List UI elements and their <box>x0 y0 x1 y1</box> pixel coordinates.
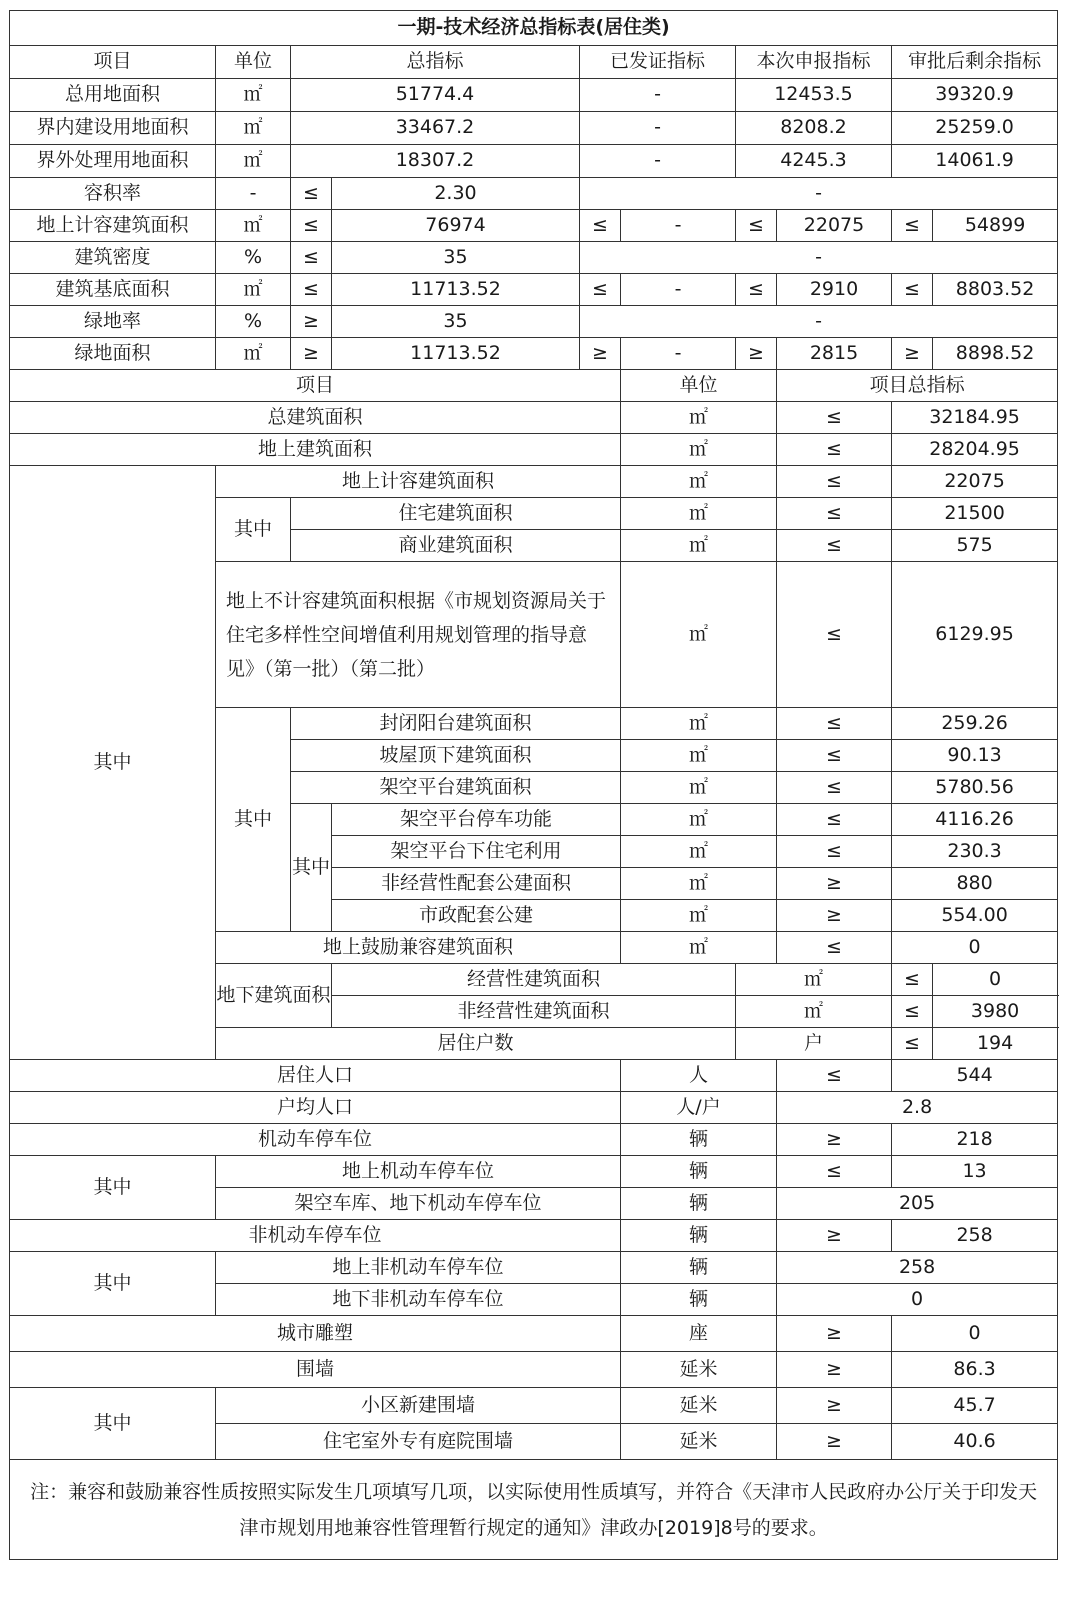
row-unit: ㎡ <box>621 466 777 498</box>
row-value: 28204.95 <box>892 434 1058 466</box>
row-label: 住宅建筑面积 <box>291 498 621 530</box>
header2-item: 项目 <box>10 370 621 402</box>
row-label: 界内建设用地面积 <box>10 112 216 145</box>
row-unit: ㎡ <box>621 740 777 772</box>
row-rest: - <box>580 306 1058 338</box>
row-operator: ≤ <box>777 740 892 772</box>
row-value: 32184.95 <box>892 402 1058 434</box>
table-row <box>10 112 1058 145</box>
row-total: 51774.4 <box>291 79 580 112</box>
table-row <box>10 274 1058 306</box>
row-value: 6129.95 <box>892 562 1058 708</box>
row-label: 建筑密度 <box>10 242 216 274</box>
row-remaining: 14061.9 <box>892 145 1058 178</box>
row-label: 地上非机动车停车位 <box>216 1252 621 1284</box>
row-operator: ≤ <box>291 178 332 210</box>
row-unit: ㎡ <box>621 836 777 868</box>
row-unit: ㎡ <box>621 530 777 562</box>
row-label: 户均人口 <box>10 1092 621 1124</box>
row-operator: ≥ <box>777 1388 892 1424</box>
row-operator: ≤ <box>777 932 892 964</box>
row-label: 居住人口 <box>10 1060 621 1092</box>
row-remaining: 25259.0 <box>892 112 1058 145</box>
row-label: 封闭阳台建筑面积 <box>291 708 621 740</box>
row-label: 围墙 <box>10 1352 621 1388</box>
header2-unit: 单位 <box>621 370 777 402</box>
row-operator: ≤ <box>777 434 892 466</box>
row-label: 地上机动车停车位 <box>216 1156 621 1188</box>
row-unit: 座 <box>621 1316 777 1352</box>
row-label: 地上计容建筑面积 <box>10 210 216 242</box>
row-unit: ㎡ <box>216 338 291 370</box>
row-unit: ㎡ <box>216 145 291 178</box>
row-value: 0 <box>777 1284 1058 1316</box>
row-unit: % <box>216 306 291 338</box>
row-value: 575 <box>892 530 1058 562</box>
row-label: 机动车停车位 <box>10 1124 621 1156</box>
row-operator: ≤ <box>777 466 892 498</box>
row-label: 地上鼓励兼容建筑面积 <box>216 932 621 964</box>
table-row <box>10 1220 1058 1252</box>
row-label: 地上建筑面积 <box>10 434 621 466</box>
row-label: 绿地率 <box>10 306 216 338</box>
table-row <box>10 1156 1058 1188</box>
table-row <box>10 402 1058 434</box>
row-unit: 辆 <box>621 1188 777 1220</box>
row-value: 5780.56 <box>892 772 1058 804</box>
row-total: 11713.52 <box>332 274 580 306</box>
row-operator: ≥ <box>291 306 332 338</box>
table-row <box>10 338 1058 370</box>
row-value: 22075 <box>892 466 1058 498</box>
row-value: 544 <box>892 1060 1058 1092</box>
row-label: 架空平台下住宅利用 <box>332 836 621 868</box>
group-label-qizhong: 其中 <box>10 1388 216 1460</box>
row-value: 0 <box>933 964 1058 996</box>
row-rest: - <box>580 178 1058 210</box>
row-label: 地上计容建筑面积 <box>216 466 621 498</box>
table-row <box>10 1124 1058 1156</box>
row-value: 554.00 <box>892 900 1058 932</box>
row-operator: ≥ <box>736 338 777 370</box>
row-unit: ㎡ <box>621 900 777 932</box>
indicator-table <box>9 10 1058 1560</box>
row-value: 205 <box>777 1188 1058 1220</box>
row-remaining: 8898.52 <box>933 338 1058 370</box>
row-value: 2.8 <box>777 1092 1058 1124</box>
row-unit: ㎡ <box>216 210 291 242</box>
row-operator: ≥ <box>777 900 892 932</box>
row-operator: ≤ <box>777 562 892 708</box>
group-label-qizhong: 其中 <box>216 498 291 562</box>
row-unit: ㎡ <box>621 804 777 836</box>
row-issued: - <box>580 112 736 145</box>
row-unit: 户 <box>736 1028 892 1060</box>
row-label: 住宅室外专有庭院围墙 <box>216 1424 621 1460</box>
header-total: 总指标 <box>291 46 580 79</box>
row-value: 4116.26 <box>892 804 1058 836</box>
row-total: 33467.2 <box>291 112 580 145</box>
row-operator: ≤ <box>580 210 621 242</box>
row-operator: ≤ <box>892 210 933 242</box>
table-row <box>10 1388 1058 1424</box>
row-remaining: 39320.9 <box>892 79 1058 112</box>
row-label: 地下建筑面积 <box>216 964 332 1028</box>
row-operator: ≤ <box>777 804 892 836</box>
row-operator: ≥ <box>777 1352 892 1388</box>
row-label: 地上不计容建筑面积根据《市规划资源局关于住宅多样性空间增值利用规划管理的指导意见》（第一批）（第二批） <box>216 562 621 708</box>
footnote: 注：兼容和鼓励兼容性质按照实际发生几项填写几项，以实际使用性质填写，并符合《天津市人民政府办公厅关于印发天津市规划用地兼容性管理暂行规定的通知》津政办[2019]8号的要求。 <box>10 1460 1058 1560</box>
row-operator: ≥ <box>892 338 933 370</box>
table-row <box>10 306 1058 338</box>
row-unit: ㎡ <box>621 434 777 466</box>
table-row <box>10 145 1058 178</box>
row-unit: - <box>216 178 291 210</box>
row-current: 2910 <box>777 274 892 306</box>
row-operator: ≥ <box>777 1316 892 1352</box>
header-unit: 单位 <box>216 46 291 79</box>
group-label-qizhong: 其中 <box>291 804 332 932</box>
row-total: 2.30 <box>332 178 580 210</box>
row-operator: ≥ <box>777 1220 892 1252</box>
row-current: 22075 <box>777 210 892 242</box>
row-operator: ≤ <box>291 210 332 242</box>
row-value: 880 <box>892 868 1058 900</box>
row-issued: - <box>621 274 736 306</box>
row-label: 市政配套公建 <box>332 900 621 932</box>
row-value: 218 <box>892 1124 1058 1156</box>
row-label: 居住户数 <box>216 1028 736 1060</box>
header-row-1 <box>10 46 1058 79</box>
row-label: 经营性建筑面积 <box>332 964 736 996</box>
table-row <box>10 210 1058 242</box>
row-operator: ≥ <box>777 868 892 900</box>
row-label: 架空车库、地下机动车停车位 <box>216 1188 621 1220</box>
row-unit: ㎡ <box>621 932 777 964</box>
row-label: 非经营性配套公建面积 <box>332 868 621 900</box>
row-operator: ≥ <box>777 1424 892 1460</box>
row-total: 18307.2 <box>291 145 580 178</box>
row-issued: - <box>580 79 736 112</box>
row-total: 35 <box>332 242 580 274</box>
row-operator: ≤ <box>892 274 933 306</box>
row-unit: 延米 <box>621 1352 777 1388</box>
row-value: 258 <box>777 1252 1058 1284</box>
table-row <box>10 178 1058 210</box>
row-label: 非经营性建筑面积 <box>332 996 736 1028</box>
row-label: 商业建筑面积 <box>291 530 621 562</box>
row-operator: ≤ <box>777 498 892 530</box>
table-row <box>10 1316 1058 1352</box>
row-value: 13 <box>892 1156 1058 1188</box>
row-label: 界外处理用地面积 <box>10 145 216 178</box>
row-total: 11713.52 <box>332 338 580 370</box>
row-issued: - <box>621 210 736 242</box>
row-issued: - <box>580 145 736 178</box>
table-title: 一期-技术经济总指标表(居住类) <box>10 11 1058 46</box>
row-unit: ㎡ <box>216 112 291 145</box>
header-current: 本次申报指标 <box>736 46 892 79</box>
row-current: 8208.2 <box>736 112 892 145</box>
row-operator: ≥ <box>580 338 621 370</box>
row-unit: ㎡ <box>621 562 777 708</box>
row-operator: ≤ <box>777 530 892 562</box>
row-operator: ≤ <box>291 274 332 306</box>
row-label: 架空平台停车功能 <box>332 804 621 836</box>
row-issued: - <box>621 338 736 370</box>
row-operator: ≤ <box>777 836 892 868</box>
row-label: 城市雕塑 <box>10 1316 621 1352</box>
row-operator: ≤ <box>736 274 777 306</box>
row-unit: ㎡ <box>736 996 892 1028</box>
row-label: 架空平台建筑面积 <box>291 772 621 804</box>
header-row-2 <box>10 370 1058 402</box>
row-operator: ≤ <box>777 1060 892 1092</box>
table-title-row <box>10 11 1058 46</box>
row-value: 40.6 <box>892 1424 1058 1460</box>
table-row <box>10 466 1058 498</box>
row-value: 194 <box>933 1028 1058 1060</box>
row-unit: 辆 <box>621 1220 777 1252</box>
row-label: 建筑基底面积 <box>10 274 216 306</box>
table-row <box>10 79 1058 112</box>
row-unit: 延米 <box>621 1424 777 1460</box>
row-unit: 辆 <box>621 1156 777 1188</box>
row-label: 总用地面积 <box>10 79 216 112</box>
row-unit: ㎡ <box>621 708 777 740</box>
row-label: 容积率 <box>10 178 216 210</box>
row-unit: ㎡ <box>621 402 777 434</box>
group-label-qizhong: 其中 <box>10 466 216 1060</box>
row-unit: 人 <box>621 1060 777 1092</box>
table-row <box>10 1060 1058 1092</box>
row-unit: 辆 <box>621 1284 777 1316</box>
row-operator: ≤ <box>892 996 933 1028</box>
row-value: 21500 <box>892 498 1058 530</box>
row-unit: ㎡ <box>216 274 291 306</box>
row-operator: ≤ <box>892 1028 933 1060</box>
table-row <box>10 1252 1058 1284</box>
row-remaining: 54899 <box>933 210 1058 242</box>
row-value: 258 <box>892 1220 1058 1252</box>
row-total: 76974 <box>332 210 580 242</box>
row-operator: ≤ <box>777 708 892 740</box>
row-unit: 人/户 <box>621 1092 777 1124</box>
row-current: 12453.5 <box>736 79 892 112</box>
row-unit: ㎡ <box>216 79 291 112</box>
row-label: 小区新建围墙 <box>216 1388 621 1424</box>
note-row <box>10 1460 1058 1560</box>
row-label: 坡屋顶下建筑面积 <box>291 740 621 772</box>
row-operator: ≥ <box>777 1124 892 1156</box>
row-unit: ㎡ <box>736 964 892 996</box>
row-operator: ≤ <box>580 274 621 306</box>
row-value: 3980 <box>933 996 1058 1028</box>
header-item: 项目 <box>10 46 216 79</box>
row-unit: % <box>216 242 291 274</box>
row-value: 230.3 <box>892 836 1058 868</box>
row-operator: ≤ <box>892 964 933 996</box>
row-value: 90.13 <box>892 740 1058 772</box>
row-rest: - <box>580 242 1058 274</box>
row-operator: ≤ <box>736 210 777 242</box>
row-operator: ≤ <box>777 402 892 434</box>
table-row <box>10 1352 1058 1388</box>
row-unit: 辆 <box>621 1124 777 1156</box>
row-label: 地下非机动车停车位 <box>216 1284 621 1316</box>
row-operator: ≤ <box>777 1156 892 1188</box>
row-unit: 延米 <box>621 1388 777 1424</box>
row-operator: ≥ <box>291 338 332 370</box>
row-value: 45.7 <box>892 1388 1058 1424</box>
header2-total: 项目总指标 <box>777 370 1058 402</box>
indicator-table-container <box>9 10 1057 1592</box>
row-value: 86.3 <box>892 1352 1058 1388</box>
table-row <box>10 434 1058 466</box>
row-current: 2815 <box>777 338 892 370</box>
group-label-qizhong: 其中 <box>216 708 291 932</box>
row-unit: ㎡ <box>621 772 777 804</box>
row-unit: ㎡ <box>621 868 777 900</box>
row-value: 0 <box>892 932 1058 964</box>
row-unit: 辆 <box>621 1252 777 1284</box>
row-total: 35 <box>332 306 580 338</box>
header-remaining: 审批后剩余指标 <box>892 46 1058 79</box>
row-unit: ㎡ <box>621 498 777 530</box>
header-issued: 已发证指标 <box>580 46 736 79</box>
row-value: 259.26 <box>892 708 1058 740</box>
table-row <box>10 242 1058 274</box>
row-operator: ≤ <box>291 242 332 274</box>
row-value: 0 <box>892 1316 1058 1352</box>
row-label: 绿地面积 <box>10 338 216 370</box>
row-label: 总建筑面积 <box>10 402 621 434</box>
row-current: 4245.3 <box>736 145 892 178</box>
row-remaining: 8803.52 <box>933 274 1058 306</box>
group-label-qizhong: 其中 <box>10 1252 216 1316</box>
row-operator: ≤ <box>777 772 892 804</box>
table-row <box>10 1092 1058 1124</box>
row-label: 非机动车停车位 <box>10 1220 621 1252</box>
group-label-qizhong: 其中 <box>10 1156 216 1220</box>
